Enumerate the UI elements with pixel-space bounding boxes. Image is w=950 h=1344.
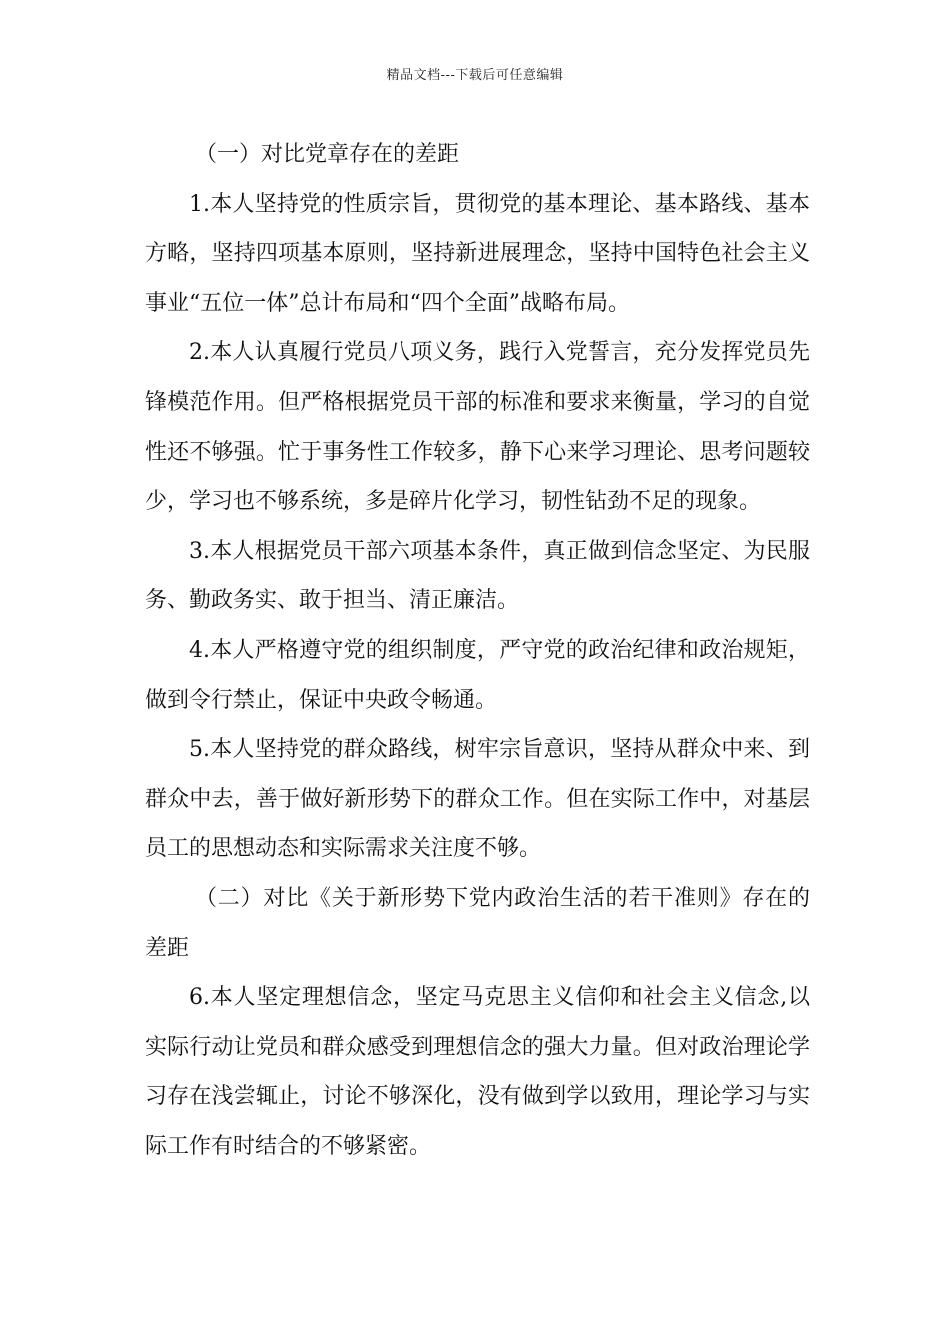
paragraph-item-1: 1.本人坚持党的性质宗旨，贯彻党的基本理论、基本路线、基本方略，坚持四项基本原则，坚持新进展理念，坚持中国特色社会主义事业“五位一体”总计布局和“四个全面”战略布局。: [145, 191, 810, 316]
paragraph-item-5: 5.本人坚持党的群众路线，树牢宗旨意识，坚持从群众中来、到群众中去，善于做好新形势下的群众工作。但在实际工作中，对基层员工的思想动态和实际需求关注度不够。: [145, 737, 810, 862]
paragraph-item-6: 6.本人坚定理想信念，坚定马克思主义信仰和社会主义信念,以实际行动让党员和群众感受到理想信念的强大力量。但对政治理论学习存在浅尝辄止，讨论不够深化，没有做到学以致用，理论学习与实际工作有时结合的不够紧密。: [145, 985, 810, 1159]
section-heading-1: （一）对比党章存在的差距: [195, 142, 460, 167]
section-heading-2: （二）对比《关于新形势下党内政治生活的若干准则》存在的差距: [145, 885, 810, 961]
paragraph-item-4: 4.本人严格遵守党的组织制度，严守党的政治纪律和政治规矩，做到令行禁止，保证中央政令畅通。: [145, 637, 810, 713]
paragraph-item-2: 2.本人认真履行党员八项义务，践行入党誓言，充分发挥党员先锋模范作用。但严格根据党员干部的标准和要求来衡量，学习的自觉性还不够强。忙于事务性工作较多，静下心来学习理论、思考问题较少，学习也不够系统，多是碎片化学习，韧性钻劲不足的现象。: [145, 340, 810, 515]
document-body: [145, 130, 810, 1171]
page-header: 精品文档---下载后可任意编辑: [386, 68, 564, 83]
paragraph-item-3: 3.本人根据党员干部六项基本条件，真正做到信念坚定、为民服务、勤政务实、敢于担当、清正廉洁。: [145, 538, 810, 614]
